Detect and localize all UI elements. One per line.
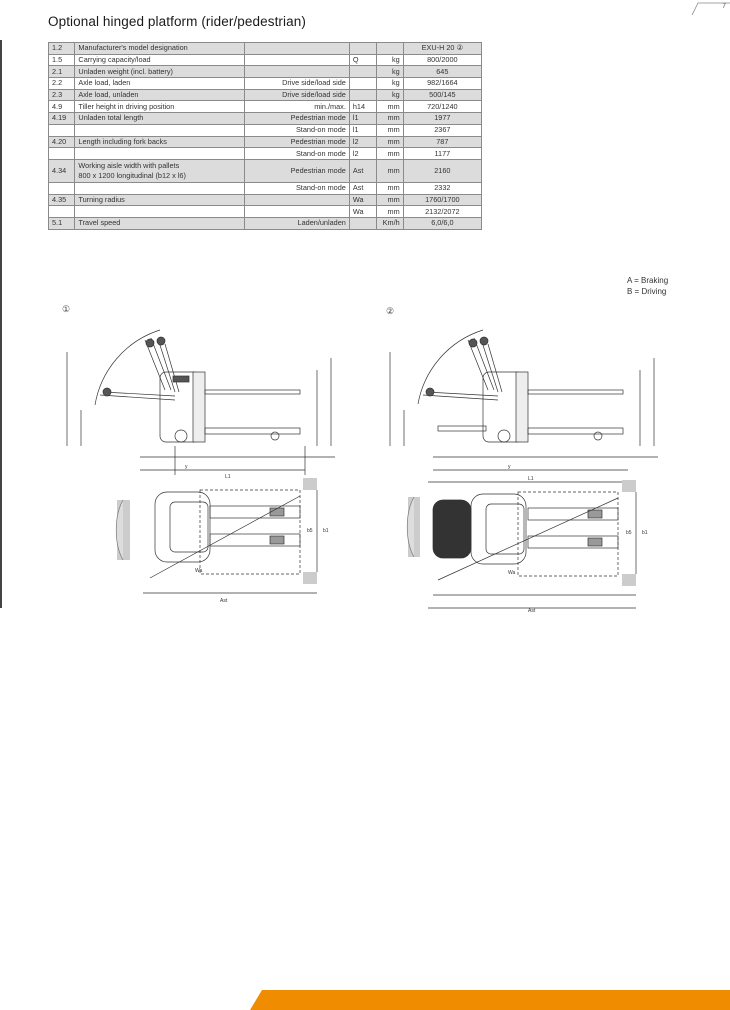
label-wa: Wa bbox=[195, 568, 203, 574]
spec-value: 1177 bbox=[403, 148, 481, 160]
spec-condition: Pedestrian mode bbox=[245, 136, 350, 148]
spec-unit bbox=[377, 43, 403, 55]
spec-label: Turning radius bbox=[75, 194, 245, 206]
spec-condition: Drive side/load side bbox=[245, 78, 350, 90]
spec-label: Tiller height in driving position bbox=[75, 101, 245, 113]
page-number-tab bbox=[690, 2, 730, 16]
spec-number: 5.1 bbox=[49, 217, 75, 229]
spec-value: 2332 bbox=[403, 182, 481, 194]
spec-symbol: Wa bbox=[349, 194, 376, 206]
spec-number: 2.1 bbox=[49, 66, 75, 78]
spec-value: 720/1240 bbox=[403, 101, 481, 113]
label-ast: Ast bbox=[220, 598, 228, 604]
spec-unit: kg bbox=[377, 89, 403, 101]
spec-value: 2132/2072 bbox=[403, 206, 481, 218]
spec-unit: kg bbox=[377, 66, 403, 78]
diagram-pedestrian-mode bbox=[55, 310, 345, 605]
spec-condition bbox=[245, 54, 350, 66]
spec-condition: Stand-on mode bbox=[245, 182, 350, 194]
spec-value: 800/2000 bbox=[403, 54, 481, 66]
spec-label-line-1: Working aisle width with pallets bbox=[78, 160, 180, 170]
fork-lower bbox=[205, 428, 300, 434]
spec-value: 2367 bbox=[403, 124, 481, 136]
label-l1: L1 bbox=[225, 474, 231, 480]
spec-value: 982/1664 bbox=[403, 78, 481, 90]
spec-condition bbox=[245, 206, 350, 218]
spec-row bbox=[49, 43, 482, 55]
spec-unit: mm bbox=[377, 113, 403, 125]
spec-value: 500/145 bbox=[403, 89, 481, 101]
spec-symbol: l2 bbox=[349, 136, 376, 148]
spec-row bbox=[49, 182, 482, 194]
platform-2 bbox=[438, 426, 486, 431]
spec-symbol bbox=[349, 89, 376, 101]
spec-symbol: Wa bbox=[349, 206, 376, 218]
spec-symbol: l1 bbox=[349, 113, 376, 125]
spec-number: 2.3 bbox=[49, 89, 75, 101]
spec-condition: Stand-on mode bbox=[245, 124, 350, 136]
spec-number bbox=[49, 148, 75, 160]
spec-unit: mm bbox=[377, 159, 403, 182]
spec-value: 645 bbox=[403, 66, 481, 78]
legend-driving: B = Driving bbox=[627, 286, 667, 296]
spec-row bbox=[49, 217, 482, 229]
spec-symbol: h14 bbox=[349, 101, 376, 113]
tiller-2 bbox=[423, 338, 502, 400]
spec-row bbox=[49, 159, 482, 182]
spec-label-line-2: 800 x 1200 longitudinal (b12 x l6) bbox=[78, 170, 186, 180]
spec-number: 1.2 bbox=[49, 43, 75, 55]
spec-row bbox=[49, 194, 482, 206]
spec-label: Unladen weight (incl. battery) bbox=[75, 66, 245, 78]
spec-label bbox=[75, 148, 245, 160]
spec-unit: mm bbox=[377, 206, 403, 218]
spec-label bbox=[75, 206, 245, 218]
spec-number: 1.5 bbox=[49, 54, 75, 66]
spec-condition: min./max. bbox=[245, 101, 350, 113]
label-b5: b5 bbox=[307, 528, 313, 534]
spec-number bbox=[49, 206, 75, 218]
label-l1-2: L1 bbox=[528, 476, 534, 482]
spec-symbol: Q bbox=[349, 54, 376, 66]
spec-condition: Pedestrian mode bbox=[245, 159, 350, 182]
spec-condition: Laden/unladen bbox=[245, 217, 350, 229]
spec-row bbox=[49, 89, 482, 101]
spec-symbol: l2 bbox=[349, 148, 376, 160]
spec-unit: mm bbox=[377, 182, 403, 194]
spec-symbol bbox=[349, 78, 376, 90]
spec-number: 2.2 bbox=[49, 78, 75, 90]
spec-label: Manufacturer's model designation bbox=[75, 43, 245, 55]
spec-value: 6,0/6,0 bbox=[403, 217, 481, 229]
diagram-2-mark: ② bbox=[386, 306, 395, 316]
spec-condition: Stand-on mode bbox=[245, 148, 350, 160]
footer-accent-bar bbox=[0, 990, 730, 1010]
spec-unit: mm bbox=[377, 124, 403, 136]
diagram-stand-on-mode bbox=[378, 312, 668, 614]
spec-symbol bbox=[349, 217, 376, 229]
spec-row bbox=[49, 101, 482, 113]
spec-unit: mm bbox=[377, 148, 403, 160]
spec-row bbox=[49, 113, 482, 125]
spec-row bbox=[49, 78, 482, 90]
top-fork-upper bbox=[210, 506, 300, 518]
spec-row bbox=[49, 54, 482, 66]
spec-row bbox=[49, 124, 482, 136]
spec-symbol: Ast bbox=[349, 159, 376, 182]
spec-number: 4.34 bbox=[49, 159, 75, 182]
label-wa-2: Wa bbox=[508, 570, 516, 576]
page-title: Optional hinged platform (rider/pedestrian) bbox=[48, 14, 306, 29]
spec-unit: mm bbox=[377, 101, 403, 113]
spec-value: 1760/1700 bbox=[403, 194, 481, 206]
top-fork-lower bbox=[210, 534, 300, 546]
label-y: y bbox=[185, 464, 188, 470]
spec-number bbox=[49, 182, 75, 194]
spec-row bbox=[49, 148, 482, 160]
spec-unit: mm bbox=[377, 194, 403, 206]
spec-value: 2160 bbox=[403, 159, 481, 182]
spec-number: 4.19 bbox=[49, 113, 75, 125]
spec-symbol bbox=[349, 43, 376, 55]
top-view-body bbox=[155, 492, 210, 562]
spec-unit: kg bbox=[377, 78, 403, 90]
spec-condition bbox=[245, 66, 350, 78]
spec-unit: kg bbox=[377, 54, 403, 66]
spec-label: Length including fork backs bbox=[75, 136, 245, 148]
spec-unit: mm bbox=[377, 136, 403, 148]
label-b5-2: b5 bbox=[626, 530, 632, 536]
legend bbox=[627, 276, 668, 297]
spec-label: Carrying capacity/load bbox=[75, 54, 245, 66]
spec-number bbox=[49, 124, 75, 136]
diagram-1-mark: ① bbox=[62, 304, 71, 314]
spec-label bbox=[75, 159, 245, 182]
spec-symbol bbox=[349, 66, 376, 78]
spec-row bbox=[49, 66, 482, 78]
spec-row bbox=[49, 136, 482, 148]
spec-unit: Km/h bbox=[377, 217, 403, 229]
label-b1: b1 bbox=[323, 528, 329, 534]
spec-label: Travel speed bbox=[75, 217, 245, 229]
margin-rule bbox=[0, 40, 2, 608]
label-y-2: y bbox=[508, 464, 511, 470]
spec-condition bbox=[245, 194, 350, 206]
spec-label bbox=[75, 182, 245, 194]
spec-value: 787 bbox=[403, 136, 481, 148]
spec-number: 4.20 bbox=[49, 136, 75, 148]
spec-condition bbox=[245, 43, 350, 55]
label-b1-2: b1 bbox=[642, 530, 648, 536]
fork-upper bbox=[205, 390, 300, 394]
label-ast-2: Ast bbox=[528, 608, 536, 614]
spec-label: Unladen total length bbox=[75, 113, 245, 125]
spec-label bbox=[75, 124, 245, 136]
spec-label: Axle load, unladen bbox=[75, 89, 245, 101]
tiller bbox=[100, 338, 179, 400]
spec-symbol: l1 bbox=[349, 124, 376, 136]
spec-condition: Drive side/load side bbox=[245, 89, 350, 101]
spec-condition: Pedestrian mode bbox=[245, 113, 350, 125]
legend-braking: A = Braking bbox=[627, 276, 669, 285]
spec-number: 4.9 bbox=[49, 101, 75, 113]
spec-value: 1977 bbox=[403, 113, 481, 125]
page-number: 7 bbox=[722, 3, 726, 10]
spec-table bbox=[48, 42, 482, 230]
spec-value: EXU-H 20 ② bbox=[403, 43, 481, 55]
spec-row bbox=[49, 206, 482, 218]
spec-symbol: Ast bbox=[349, 182, 376, 194]
spec-number: 4.35 bbox=[49, 194, 75, 206]
spec-label: Axle load, laden bbox=[75, 78, 245, 90]
platform-top-2 bbox=[433, 500, 471, 558]
